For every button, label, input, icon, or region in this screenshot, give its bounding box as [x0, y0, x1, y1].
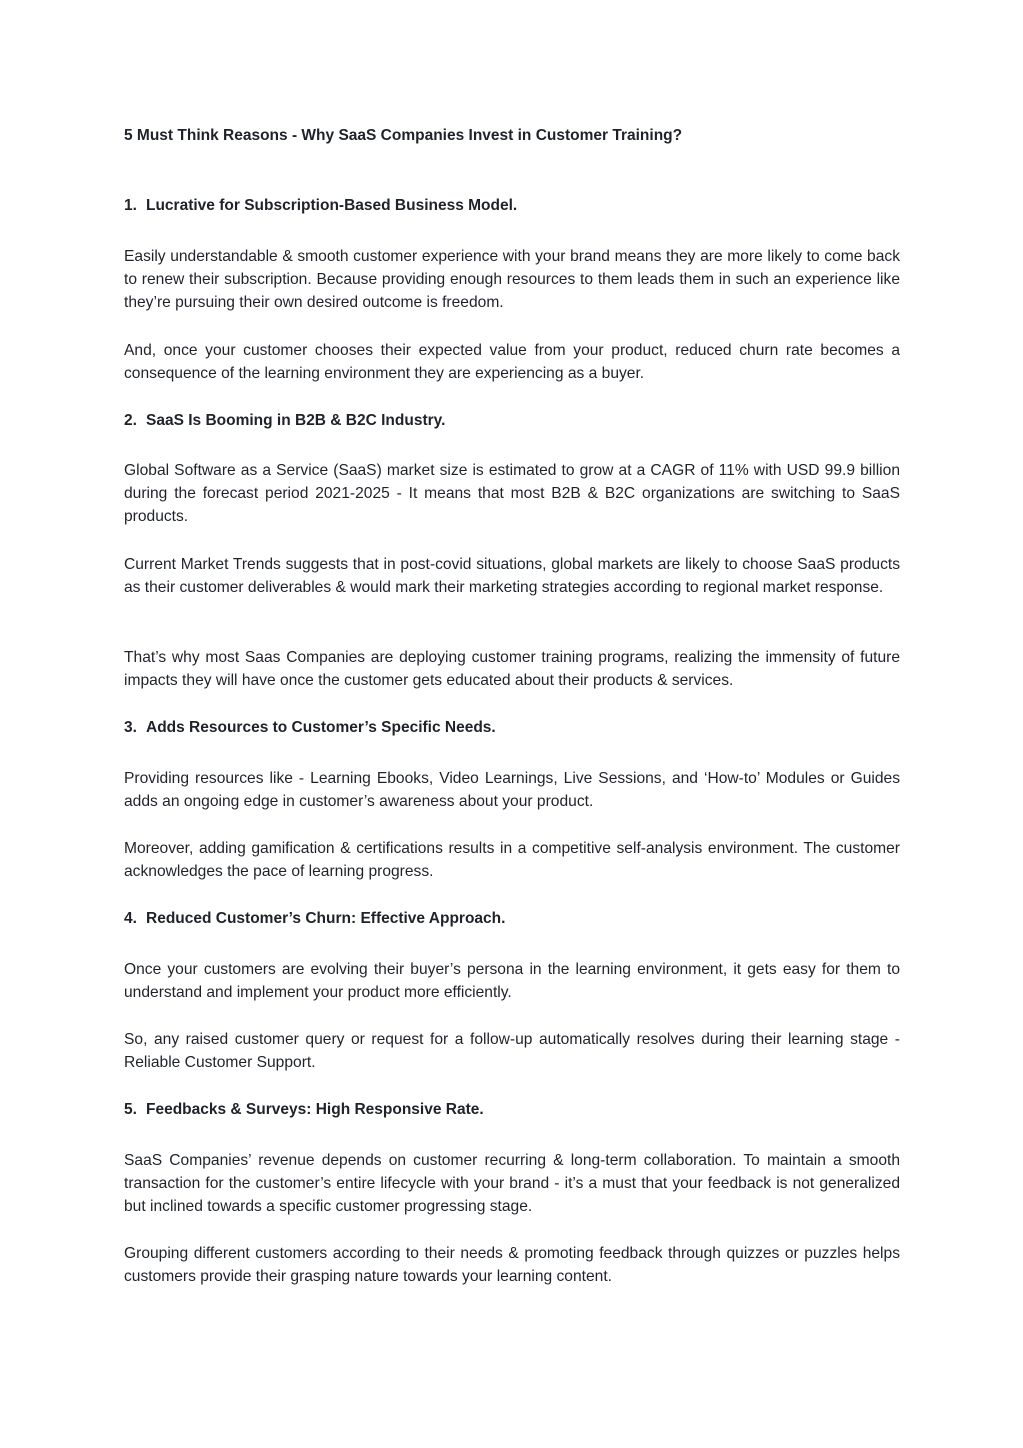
section-3-paragraph-1: Providing resources like - Learning Ebooks, Video Learnings, Live Sessions, and ‘How-to’ Modules or Guides adds an ongoing edge in customer’s awareness about your product.: [124, 770, 900, 811]
section-2-paragraph-1: Global Software as a Service (SaaS) market size is estimated to grow at a CAGR of 11% with USD 99.9 billion during the forecast period 2021-2025 - It means that most B2B & B2C organizations are switching to SaaS products.: [124, 462, 900, 526]
section-number: 3.: [124, 719, 137, 736]
section-title: SaaS Is Booming in B2B & B2C Industry.: [146, 412, 446, 429]
section-2-paragraph-2: Current Market Trends suggests that in post-covid situations, global markets are likely to choose SaaS products as their customer deliverables & would mark their marketing strategies according to regional market response.: [124, 556, 900, 597]
document-title: 5 Must Think Reasons - Why SaaS Companies Invest in Customer Training?: [124, 127, 683, 144]
section-4-paragraph-1: Once your customers are evolving their buyer’s persona in the learning environment, it gets easy for them to understand and implement your product more efficiently.: [124, 961, 900, 1002]
section-heading-5: [124, 1098, 900, 1121]
section-5-paragraph-2: Grouping different customers according to their needs & promoting feedback through quizzes or puzzles helps customers provide their grasping nature towards your learning content.: [124, 1245, 900, 1286]
section-heading-4: [124, 907, 900, 930]
document-page: [124, 0, 900, 1448]
section-title: Feedbacks & Surveys: High Responsive Rate.: [146, 1101, 484, 1118]
section-heading-1: [124, 194, 900, 217]
section-number: 5.: [124, 1101, 137, 1118]
section-4-paragraph-2: So, any raised customer query or request for a follow-up automatically resolves during their learning stage - Reliable Customer Support.: [124, 1031, 900, 1072]
section-2-paragraph-3: That’s why most Saas Companies are deploying customer training programs, realizing the immensity of future impacts they will have once the customer gets educated about their products & services.: [124, 649, 900, 690]
section-title: Lucrative for Subscription-Based Business Model.: [146, 197, 518, 214]
section-3-paragraph-2: Moreover, adding gamification & certifications results in a competitive self-analysis environment. The customer acknowledges the pace of learning progress.: [124, 840, 900, 881]
section-title: Reduced Customer’s Churn: Effective Approach.: [146, 910, 506, 927]
section-number: 4.: [124, 910, 137, 927]
section-title: Adds Resources to Customer’s Specific Needs.: [146, 719, 496, 736]
section-1-paragraph-1: Easily understandable & smooth customer experience with your brand means they are more likely to come back to renew their subscription. Because providing enough resources to them leads them in such an experience like they’re pursuing their own desired outcome is freedom.: [124, 248, 900, 312]
section-1-paragraph-2: And, once your customer chooses their expected value from your product, reduced churn rate becomes a consequence of the learning environment they are experiencing as a buyer.: [124, 342, 900, 383]
section-number: 1.: [124, 197, 137, 214]
section-5-paragraph-1: SaaS Companies’ revenue depends on customer recurring & long-term collaboration. To maintain a smooth transaction for the customer’s entire lifecycle with your brand - it’s a must that your feedback is not generalized but inclined towards a specific customer progressing stage.: [124, 1152, 900, 1216]
section-number: 2.: [124, 412, 137, 429]
section-heading-2: [124, 409, 900, 432]
section-heading-3: [124, 716, 900, 739]
